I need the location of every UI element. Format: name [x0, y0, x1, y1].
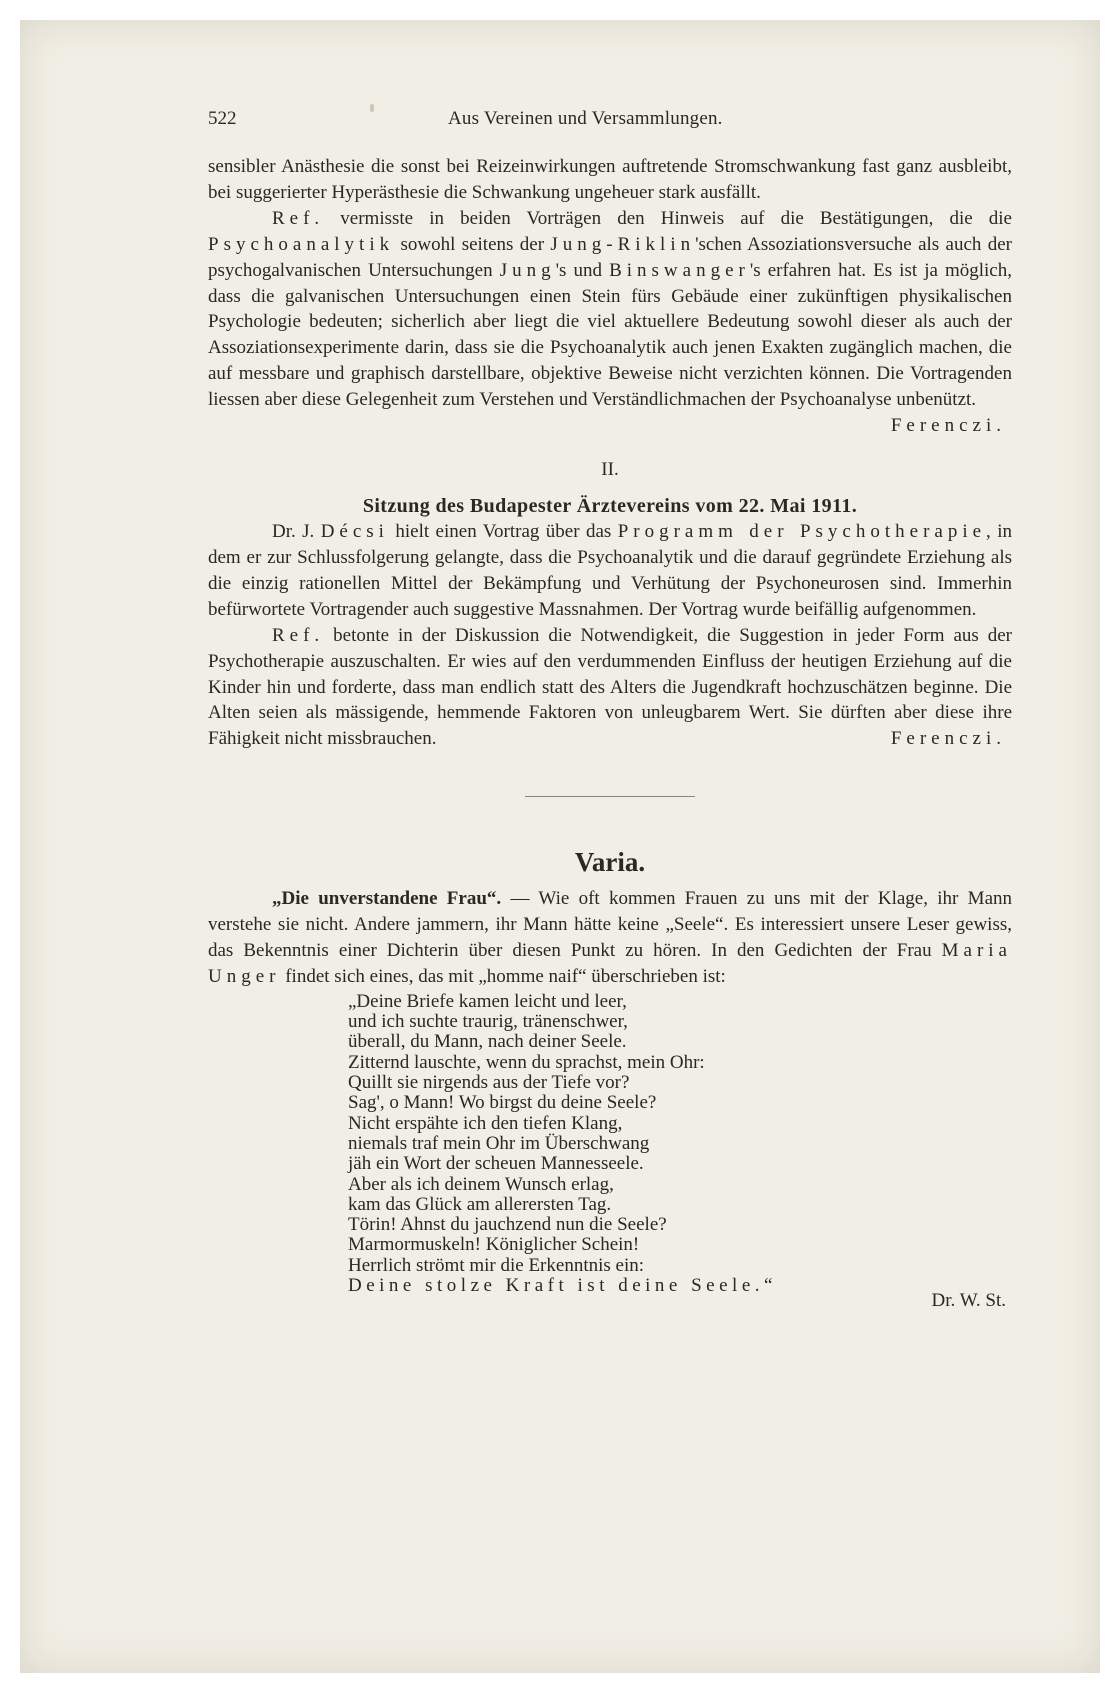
varia-title: Varia. [574, 847, 646, 878]
poem-line: überall, du Mann, nach deiner Seele. [348, 1031, 627, 1053]
poem-line: Nicht erspähte ich den tiefen Klang, [348, 1112, 623, 1134]
name-maria-unger: Maria Unger [208, 940, 1012, 987]
text-run: 'schen Assoziationsversuche als auch der psychogalvanischen Untersuchungen [208, 233, 1012, 281]
signature-ferenczi: Ferenczi. [890, 728, 1006, 750]
text-run: findet sich eines, das mit „homme naif“ überschrieben ist: [280, 965, 726, 987]
lecture-paragraph [208, 519, 1012, 623]
text-run: sowohl seitens der [394, 233, 551, 255]
text-run: hielt einen Vortrag über das [388, 521, 618, 543]
name-decsi: Décsi [320, 521, 389, 543]
text-run: betonte in der Diskussion die Notwendigkeit, die Suggestion in jeder Form aus der Psychotherapie auszuschalten. Er wies auf den verdummenden Einfluss der heutigen Erziehung auf die Kinder hin und forderte, dass man endlich statt des Alters die Jugendkraft hochzuschätzen beginne. Die Alten seien als mässigende, hemmende Faktoren von unleugbarem Wert. Sie dürften aber diese ihre Fähigkeit nicht missbrauchen. [208, 624, 1012, 750]
text-run: 's erfahren hat. Es ist ja möglich, dass die galvanischen Untersuchungen einen Stein fürs Gebäude einer zukünftigen physikalischen Psychologie bedeuten; sicherlich aber liegt die viel aktuellere Bedeutung sowohl dieser als auch der Assoziationsexperimente darin, dass sie die Psychoanalytik auch jenen Exakten zugänglich machen, die auf messbare und graphisch darstellbare, objektive Beweise nicht verzichten können. Die Vortragenden liessen aber diese Gelegenheit zum Verstehen und Verständlichmachen der Psychoanalyse unbenützt. [208, 259, 1012, 411]
term-psychoanalytik: Psychoanalytik [208, 233, 395, 255]
poem-line: kam das Glück am allerersten Tag. [348, 1193, 612, 1215]
name-binswanger: Binswanger [609, 259, 750, 281]
varia-paragraph [208, 886, 1012, 990]
page-number: 522 [208, 108, 237, 129]
name-jung: Jung [499, 259, 556, 281]
poem-line: und ich suchte traurig, tränenschwer, [348, 1011, 628, 1033]
poem-line: niemals traf mein Ohr im Überschwang [348, 1132, 650, 1154]
poem-line: Aber als ich deinem Wunsch erlag, [348, 1173, 614, 1195]
poem-line: jäh ein Wort der scheuen Mannesseele. [348, 1153, 644, 1175]
poem-line: Quillt sie nirgends aus der Tiefe vor? [348, 1072, 630, 1094]
poem-line: Marmormuskeln! Königlicher Schein! [348, 1234, 640, 1256]
text-run: vermisste in beiden Vorträgen den Hinweis auf die Bestätigungen, die die [324, 207, 1012, 229]
section-divider [525, 796, 695, 797]
varia-heading: „Die unverstandene Frau“. [272, 888, 502, 910]
poem-line: Herrlich strömt mir die Erkenntnis ein: [348, 1254, 645, 1276]
text-run: Dr. J. [272, 521, 321, 543]
continued-paragraph: sensibler Anästhesie die sonst bei Reizeinwirkungen auftretende Stromschwankung fast ganz ausbleibt, bei suggerierter Hyperästhesie die Schwankung ungeheuer stark ausfällt. [208, 156, 1012, 203]
text-column [208, 108, 1012, 1312]
poem-line: „Deine Briefe kamen leicht und leer, [348, 990, 627, 1012]
poem-line: Sag', o Mann! Wo birgst du deine Seele? [348, 1092, 657, 1114]
text-run: — Wie oft kommen Frauen zu uns mit der Klage, ihr Mann verstehe sie nicht. Andere jammern, ihr Mann hätte keine „Seele“. Es interessiert unsere Leser gewiss, das Bekenntnis einer Dichterin über diesen Punkt zu hören. In den Gedichten der Frau [208, 888, 1012, 962]
poem-line-last: Deine stolze Kraft ist deine Seele.“ [348, 1275, 777, 1296]
section-heading: Sitzung des Budapester Ärztevereins vom 22. Mai 1911. [362, 495, 858, 518]
poem-line: Törin! Ahnst du jauchzend nun die Seele? [348, 1214, 667, 1236]
ref-label: Ref. [272, 624, 325, 646]
running-head [208, 108, 1012, 138]
ref-label: Ref. [272, 207, 325, 229]
text-run: 's und [555, 259, 610, 281]
signature-dr-w-st: Dr. W. St. [931, 1290, 1006, 1312]
name-jung-riklin: Jung-Riklin [550, 233, 696, 255]
section-number: II. [601, 459, 619, 481]
term-programm: Programm der Psychotherapie [617, 521, 987, 543]
poem-line: Zitternd lauschte, wenn du sprachst, mein Ohr: [348, 1051, 705, 1073]
poem [348, 992, 1012, 1296]
text-run: , in dem er zur Schlussfolgerung gelangte, dass die Psychoanalytik und die darauf gegründete Erziehung als die einzig rationellen Mittel der Bekämpfung und Verhütung der Psychoneurosen sind. Immerhin befürwortete Vortragender auch suggestive Massnahmen. Der Vortrag wurde beifällig aufgenommen. [208, 521, 1012, 620]
running-title: Aus Vereinen und Versammlungen. [448, 108, 723, 129]
discussion-paragraph [208, 623, 1012, 753]
signature-ferenczi: Ferenczi. [890, 415, 1006, 437]
reviewer-comment-paragraph [208, 206, 1012, 413]
